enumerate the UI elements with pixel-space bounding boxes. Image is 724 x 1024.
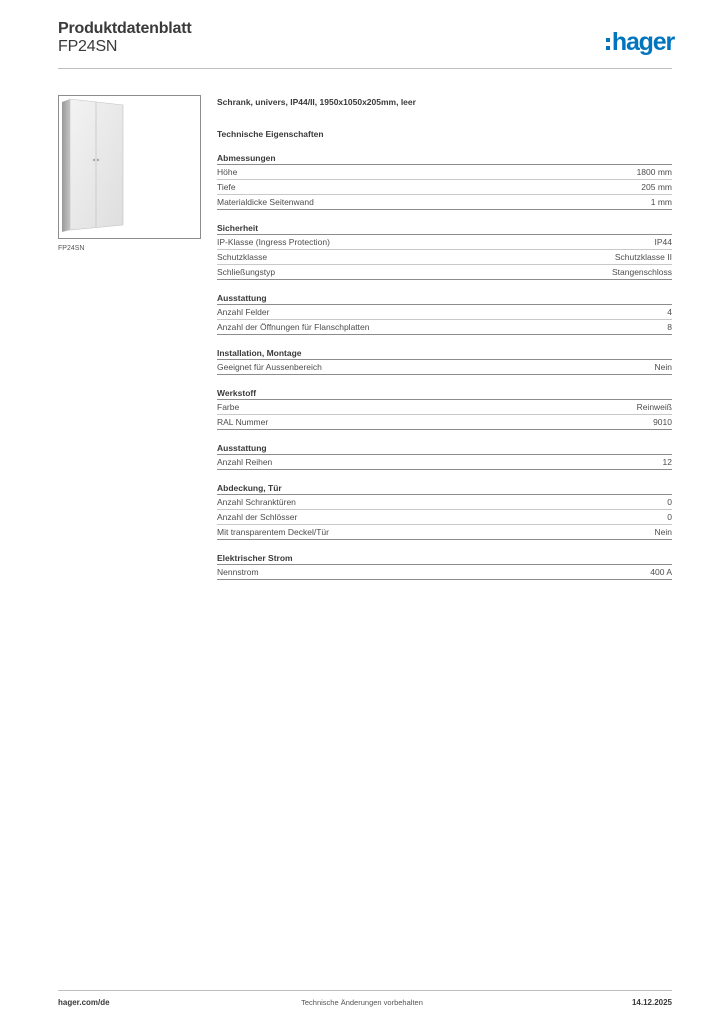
- spec-label: Anzahl Reihen: [217, 457, 273, 467]
- spec-row: [217, 495, 672, 510]
- spec-label: Anzahl Schranktüren: [217, 497, 296, 507]
- spec-rows: [217, 235, 672, 280]
- logo-colon-icon: [606, 38, 610, 50]
- spec-label: Schutzklasse: [217, 252, 268, 262]
- spec-label: Geeignet für Aussenbereich: [217, 362, 322, 372]
- spec-value: Reinweiß: [636, 402, 672, 412]
- spec-row: [217, 455, 672, 470]
- section-title: Technische Eigenschaften: [217, 129, 324, 139]
- header-divider: [58, 68, 672, 69]
- spec-label: Anzahl der Öffnungen für Flanschplatten: [217, 322, 370, 332]
- spec-rows: [217, 455, 672, 470]
- spec-value: 400 A: [650, 567, 672, 577]
- spec-row: [217, 525, 672, 540]
- spec-group: [217, 347, 672, 375]
- spec-value: 1800 mm: [636, 167, 672, 177]
- spec-value: 9010: [653, 417, 672, 427]
- group-title: Ausstattung: [217, 292, 672, 305]
- spec-rows: [217, 565, 672, 580]
- spec-label: Mit transparentem Deckel/Tür: [217, 527, 329, 537]
- spec-row: [217, 510, 672, 525]
- spec-value: 1 mm: [650, 197, 672, 207]
- spec-label: Anzahl der Schlösser: [217, 512, 298, 522]
- spec-rows: [217, 360, 672, 375]
- spec-group: [217, 387, 672, 430]
- spec-value: 8: [667, 322, 672, 332]
- spec-label: Schließungstyp: [217, 267, 276, 277]
- group-title: Installation, Montage: [217, 347, 672, 360]
- footer-divider: [58, 990, 672, 991]
- group-title: Sicherheit: [217, 222, 672, 235]
- spec-rows: [217, 305, 672, 335]
- product-description: Schrank, univers, IP44/II, 1950x1050x205mm, leer: [217, 97, 416, 107]
- image-caption: FP24SN: [58, 245, 85, 252]
- spec-rows: [217, 400, 672, 430]
- spec-row: [217, 265, 672, 280]
- spec-label: Nennstrom: [217, 567, 259, 577]
- spec-group: [217, 552, 672, 580]
- product-code: FP24SN: [58, 38, 118, 55]
- spec-label: Materialdicke Seitenwand: [217, 197, 314, 207]
- group-title: Elektrischer Strom: [217, 552, 672, 565]
- group-title: Werkstoff: [217, 387, 672, 400]
- group-title: Abmessungen: [217, 152, 672, 165]
- spec-row: [217, 360, 672, 375]
- footer-website: hager.com/de: [58, 998, 110, 1007]
- spec-row: [217, 195, 672, 210]
- spec-group: [217, 442, 672, 470]
- spec-group: [217, 292, 672, 335]
- spec-value: 4: [667, 307, 672, 317]
- cabinet-image: [59, 96, 200, 238]
- footer-notice: Technische Änderungen vorbehalten: [301, 998, 423, 1007]
- product-image-frame: [58, 95, 201, 239]
- spec-row: [217, 180, 672, 195]
- group-title: Ausstattung: [217, 442, 672, 455]
- spec-content: [217, 96, 672, 580]
- spec-value: 205 mm: [641, 182, 672, 192]
- spec-group: [217, 152, 672, 210]
- spec-label: Anzahl Felder: [217, 307, 270, 317]
- spec-label: IP-Klasse (Ingress Protection): [217, 237, 330, 247]
- spec-value: 12: [662, 457, 672, 467]
- spec-label: Farbe: [217, 402, 240, 412]
- spec-value: Schutzklasse II: [614, 252, 672, 262]
- group-title: Abdeckung, Tür: [217, 482, 672, 495]
- spec-value: Stangenschloss: [611, 267, 672, 277]
- spec-value: Nein: [654, 362, 672, 372]
- spec-row: [217, 320, 672, 335]
- hager-logo: [606, 26, 674, 58]
- spec-value: 0: [667, 497, 672, 507]
- page-title: Produktdatenblatt: [58, 20, 192, 37]
- spec-label: RAL Nummer: [217, 417, 269, 427]
- spec-row: [217, 250, 672, 265]
- spec-groups: [217, 152, 672, 580]
- spec-rows: [217, 165, 672, 210]
- spec-value: 0: [667, 512, 672, 522]
- logo-text: hager: [611, 27, 674, 56]
- spec-label: Tiefe: [217, 182, 236, 192]
- spec-row: [217, 415, 672, 430]
- spec-row: [217, 400, 672, 415]
- spec-group: [217, 482, 672, 540]
- footer-date: 14.12.2025: [631, 998, 672, 1007]
- spec-value: IP44: [654, 237, 672, 247]
- spec-rows: [217, 495, 672, 540]
- spec-value: Nein: [654, 527, 672, 537]
- spec-row: [217, 165, 672, 180]
- spec-row: [217, 235, 672, 250]
- spec-row: [217, 305, 672, 320]
- spec-group: [217, 222, 672, 280]
- spec-row: [217, 565, 672, 580]
- spec-label: Höhe: [217, 167, 238, 177]
